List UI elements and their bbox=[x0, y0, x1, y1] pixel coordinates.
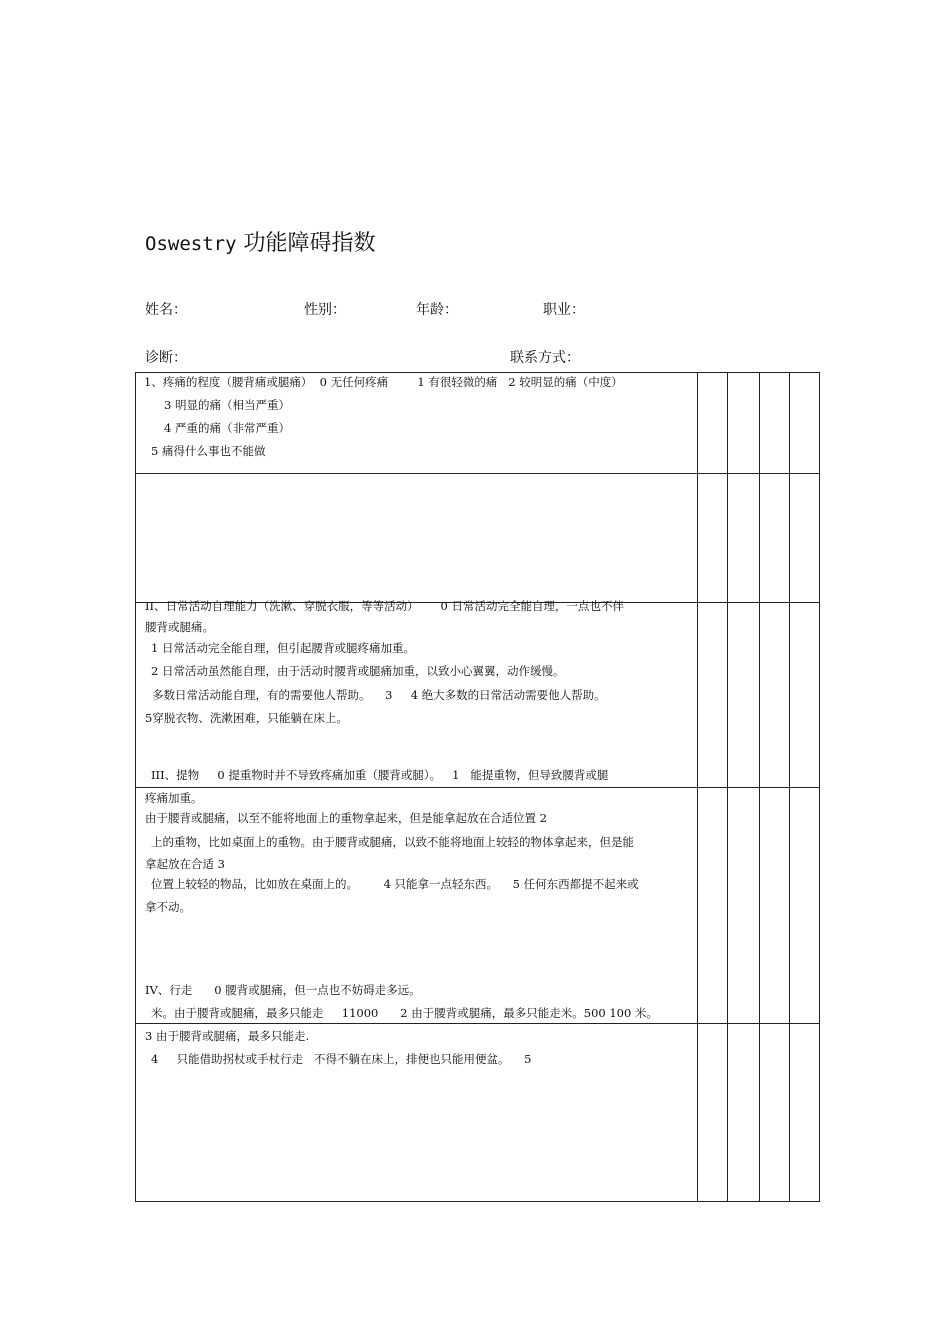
question-text-line: IV、行走 0 腰背或腿痛，但一点也不妨碍走多远。 bbox=[145, 983, 421, 997]
question-text-line: 3 明显的痛（相当严重） bbox=[164, 398, 290, 412]
age-field-label: 年龄： bbox=[416, 302, 458, 318]
row-divider bbox=[135, 473, 820, 474]
contact-field-label: 联系方式： bbox=[510, 350, 580, 366]
question-text-line: 由于腰背或腿痛，以至不能将地面上的重物拿起来，但是能拿起放在合适位置 2 bbox=[145, 811, 547, 825]
occupation-field-label: 职业： bbox=[543, 302, 585, 318]
question-text-line: 拿起放在合适 3 bbox=[145, 857, 225, 871]
page-title bbox=[145, 226, 376, 257]
question-text-line: III、提物 0 提重物时并不导致疼痛加重（腰背或腿）。 1 能提重物，但导致腰背或腿 bbox=[151, 768, 609, 782]
gender-field-label: 性别： bbox=[304, 302, 346, 318]
question-text-line: 疼痛加重。 bbox=[145, 791, 203, 805]
row-divider bbox=[135, 1023, 820, 1024]
question-text-line: 拿不动。 bbox=[145, 900, 191, 914]
question-text-line: 1 日常活动完全能自理，但引起腰背或腿疼痛加重。 bbox=[151, 641, 415, 655]
question-text-line: 4 只能借助拐杖或手杖行走 不得不躺在床上，排便也只能用便盆。 5 bbox=[151, 1052, 532, 1066]
question-text-line: 位置上较轻的物品，比如放在桌面上的。 4 只能拿一点轻东西。 5 任何东西都提不起来或 bbox=[151, 877, 639, 891]
question-text-line: 多数日常活动能自理，有的需要他人帮助。 3 4 绝大多数的日常活动需要他人帮助。 bbox=[152, 688, 606, 702]
question-text-line: II、日常活动自理能力（洗漱、穿脱衣服，等等活动） 0 日常活动完全能自理，一点也不伴 bbox=[145, 599, 624, 613]
name-field-label: 姓名： bbox=[145, 302, 187, 318]
question-text-line: 5 痛得什么事也不能做 bbox=[151, 444, 266, 458]
row-divider bbox=[135, 787, 820, 788]
question-text-line: 2 日常活动虽然能自理，由于活动时腰背或腿痛加重，以致小心翼翼，动作缓慢。 bbox=[151, 664, 565, 678]
question-text-line: 米。由于腰背或腿痛，最多只能走 11000 2 由于腰背或腿痛，最多只能走米。500 100 米。 bbox=[151, 1006, 658, 1020]
question-text-line: 1、疼痛的程度（腰背痛或腿痛） 0 无任何疼痛 1 有很轻微的痛 2 较明显的痛（中度） bbox=[144, 375, 623, 389]
title-latin: Oswestry bbox=[145, 233, 237, 255]
question-text-line: 5穿脱衣物、洗漱困难，只能躺在床上。 bbox=[145, 711, 348, 725]
table-border-bottom bbox=[135, 1201, 820, 1202]
question-text-line: 腰背或腿痛。 bbox=[145, 620, 214, 634]
title-cjk: 功能障碍指数 bbox=[243, 231, 376, 256]
table-border-top bbox=[135, 372, 820, 373]
question-text-line: 3 由于腰背或腿痛，最多只能走. bbox=[145, 1029, 310, 1043]
question-text-line: 上的重物，比如桌面上的重物。由于腰背或腿痛，以致不能将地面上较轻的物体拿起来，但是能 bbox=[151, 835, 634, 849]
question-text-line: 4 严重的痛（非常严重） bbox=[164, 421, 290, 435]
diagnosis-field-label: 诊断： bbox=[145, 350, 187, 366]
